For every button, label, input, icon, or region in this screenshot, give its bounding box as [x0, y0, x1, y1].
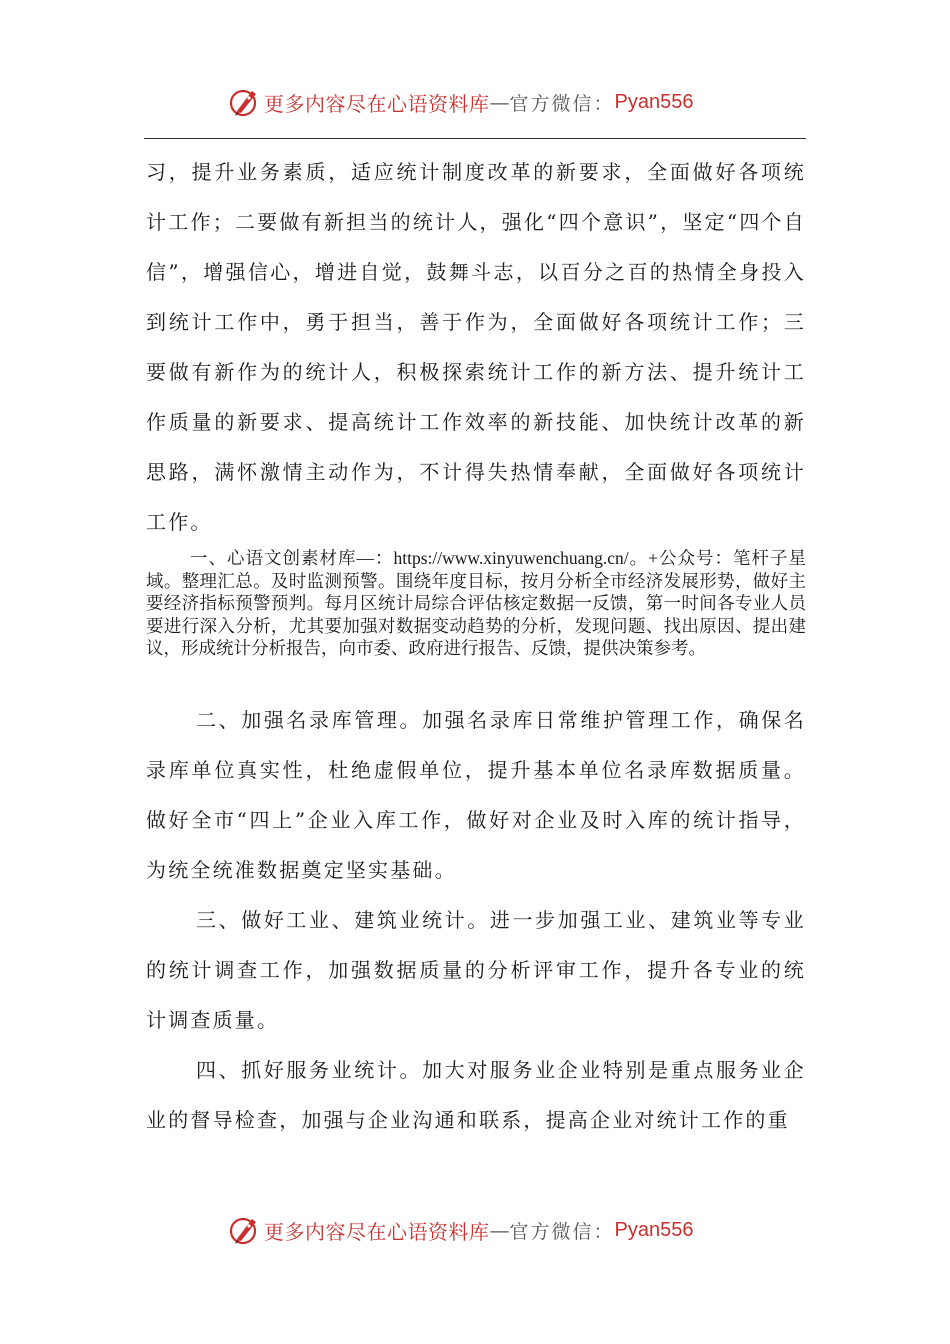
- footer-banner: [0, 1208, 950, 1252]
- footer-banner-content: [228, 1212, 693, 1248]
- pen-nib-logo-icon: [228, 1213, 262, 1247]
- footer-wechat-label: 官方微信：: [509, 1220, 615, 1243]
- paragraph-continued: 习，提升业务素质，适应统计制度改革的新要求，全面做好各项统计工作；二要做有新担当的统计人，强化“四个意识”，坚定“四个自信”，增强信心，增进自觉，鼓舞斗志，以百分之百的热情全身投入到统计工作中，勇于担当，善于作为，全面做好各项统计工作；三要做有新作为的统计人，积极探索统计工作的新方法、提升统计工作质量的新要求、提高统计工作效率的新技能、加快统计改革的新思路，满怀激情主动作为，不计得失热情奉献，全面做好各项统计工作。: [146, 160, 806, 534]
- header-wechat-label: 官方微信：: [509, 92, 615, 115]
- paragraph-two: 二、加强名录库管理。加强名录库日常维护管理工作，确保名录库单位真实性，杜绝虚假单位，提升基本单位名录库数据质量。做好全市“四上”企业入库工作，做好对企业及时入库的统计指导，为统全统准数据奠定坚实基础。: [146, 708, 806, 882]
- header-banner-content: [228, 84, 693, 120]
- header-site-text: 更多内容尽在心语资料库: [264, 91, 490, 116]
- header-divider: [144, 138, 806, 139]
- document-body-note: [146, 547, 806, 660]
- paragraph-three: 三、做好工业、建筑业统计。进一步加强工业、建筑业等专业的统计调查工作，加强数据质量的分析评审工作，提升各专业的统计调查质量。: [146, 908, 806, 1032]
- header-banner: [0, 80, 950, 124]
- footer-separator: —: [489, 1218, 510, 1242]
- header-separator: —: [489, 90, 510, 114]
- document-body-rest: [146, 695, 806, 1145]
- footer-site-text: 更多内容尽在心语资料库: [264, 1219, 490, 1244]
- pen-nib-logo-icon: [228, 85, 262, 119]
- paragraph-four: 四、抓好服务业统计。加大对服务业企业特别是重点服务业企业的督导检查，加强与企业沟通和联系，提高企业对统计工作的重: [146, 1058, 806, 1132]
- footer-wechat-id: Pyan556: [614, 1218, 694, 1241]
- header-wechat-id: Pyan556: [614, 90, 694, 113]
- paragraph-one: 一、心语文创素材库—：https://www.xinyuwenchuang.cn/。+公众号：笔杆子星域。整理汇总。及时监测预警。围绕年度目标，按月分析全市经济发展形势，做好主要经济指标预警预判。每月区统计局综合评估核定数据一反馈，第一时间各专业人员要进行深入分析，尤其要加强对数据变动趋势的分析，发现问题、找出原因、提出建议，形成统计分析报告，向市委、政府进行报告、反馈，提供决策参考。: [146, 548, 806, 658]
- document-body: [146, 147, 806, 547]
